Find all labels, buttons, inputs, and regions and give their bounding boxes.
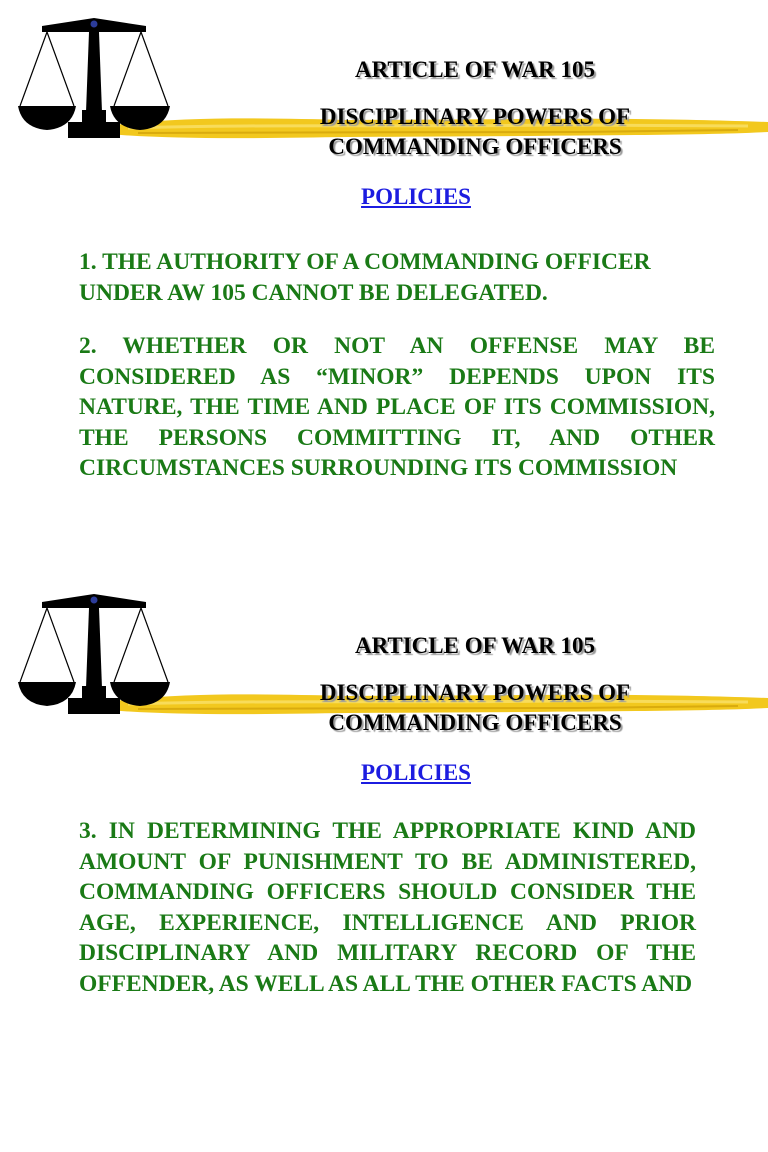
scales-of-justice-icon (14, 590, 174, 722)
policy-paragraph-3: 3. IN DETERMINING THE APPROPRIATE KIND AND AMOUNT OF PUNISHMENT TO BE ADMINISTERED, COMMANDING OFFICERS SHOULD CONSIDER THE AGE, EXPERIENCE, INTELLIGENCE AND PRIOR DISCIPLINARY AND MILITARY RECORD OF THE OFFENDER, AS WELL AS ALL THE OTHER FACTS AND (79, 818, 696, 997)
slide-2 (0, 576, 768, 1152)
scales-of-justice-icon (14, 14, 174, 146)
slide-title: ARTICLE OF WAR 105 (354, 57, 596, 82)
slide-subtitle: DISCIPLINARY POWERS OF COMMANDING OFFICERS (319, 104, 631, 159)
slide-subtitle: DISCIPLINARY POWERS OF COMMANDING OFFICERS (319, 680, 631, 735)
policies-link[interactable]: POLICIES (361, 760, 471, 785)
policies-link[interactable]: POLICIES (361, 184, 471, 209)
policy-paragraph-1: 1. THE AUTHORITY OF A COMMANDING OFFICER UNDER AW 105 CANNOT BE DELEGATED. (79, 249, 651, 306)
policy-paragraph-2: 2. WHETHER OR NOT AN OFFENSE MAY BE CONSIDERED AS “MINOR” DEPENDS UPON ITS NATURE, THE TIME AND PLACE OF ITS COMMISSION, THE PERSONS COMMITTING IT, AND OTHER CIRCUMSTANCES SURROUNDING ITS COMMISSION (79, 333, 715, 481)
slide-title: ARTICLE OF WAR 105 (354, 633, 596, 658)
